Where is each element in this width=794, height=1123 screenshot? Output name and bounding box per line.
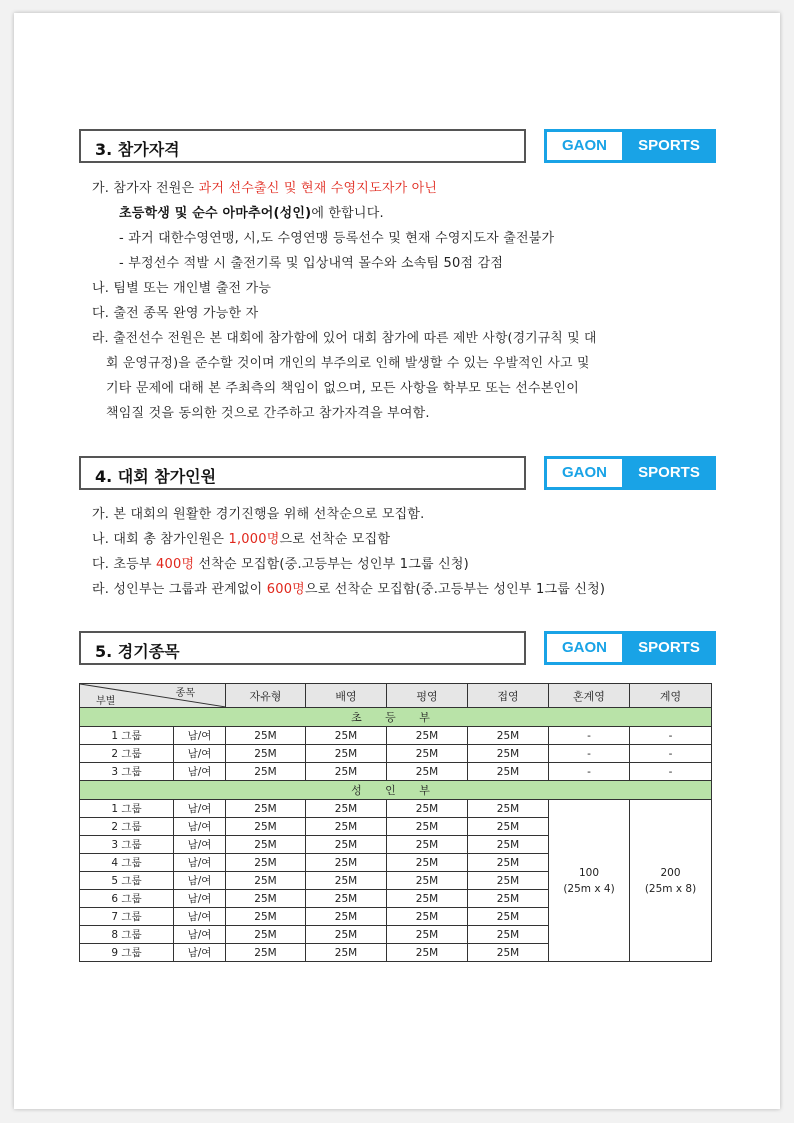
table-header-row (80, 684, 712, 708)
s4-line-3-highlight: 400명 (156, 557, 195, 572)
backstroke-cell: 25M (306, 763, 387, 781)
freestyle-cell: 25M (226, 890, 306, 908)
freestyle-cell: 25M (226, 745, 306, 763)
backstroke-cell: 25M (306, 872, 387, 890)
gender-cell: 남/여 (174, 745, 226, 763)
table-row (80, 800, 712, 818)
gender-cell: 남/여 (174, 944, 226, 962)
corner-label-event: 종목 (175, 688, 195, 699)
s3-line-6: 다. 출전 종목 완영 가능한 자 (92, 306, 259, 321)
elementary-division-label: 초 등 부 (80, 708, 712, 727)
medley-relay-merged-cell-distance: 100 (578, 866, 600, 879)
backstroke-cell: 25M (306, 836, 387, 854)
group-cell: 9 그룹 (80, 944, 174, 962)
medley-relay-merged-cell (549, 800, 630, 962)
freestyle-cell: 25M (226, 926, 306, 944)
s4-line-3-rest: 선착순 모집함(중.고등부는 성인부 1그룹 신청) (194, 557, 469, 572)
section-3-header (79, 129, 715, 163)
group-cell: 8 그룹 (80, 926, 174, 944)
brand-logo-gaon: GAON (547, 132, 622, 160)
backstroke-cell: 25M (306, 800, 387, 818)
s4-line-4-prefix: 라. 성인부는 그룹과 관계없이 (92, 582, 267, 597)
s3-line-1 (92, 177, 437, 196)
table-row (80, 727, 712, 745)
backstroke-cell: 25M (306, 745, 387, 763)
butterfly-cell: 25M (468, 854, 549, 872)
butterfly-cell: 25M (468, 890, 549, 908)
header-backstroke: 배영 (306, 684, 387, 708)
group-cell: 1 그룹 (80, 800, 174, 818)
s3-line-4: - 부정선수 적발 시 출전기록 및 입상내역 몰수와 소속팀 50점 감점 (119, 256, 504, 271)
brand-logo-sports: SPORTS (638, 137, 700, 154)
group-cell: 7 그룹 (80, 908, 174, 926)
medley-relay-merged-cell-detail: (25m x 4) (563, 882, 615, 895)
medley-relay-cell: - (549, 727, 630, 745)
events-table (79, 683, 712, 962)
header-freestyle: 자유형 (226, 684, 306, 708)
section-3-title: 3. 참가자격 (95, 140, 180, 159)
freestyle-cell: 25M (226, 818, 306, 836)
butterfly-cell: 25M (468, 727, 549, 745)
group-cell: 6 그룹 (80, 890, 174, 908)
section-4-title: 4. 대회 참가인원 (95, 467, 217, 486)
brand-logo (544, 631, 716, 665)
s4-line-4-highlight: 600명 (266, 582, 305, 597)
adult-division-label: 성 인 부 (80, 781, 712, 800)
s4-line-4 (92, 578, 605, 597)
table-row (80, 745, 712, 763)
adult-division-row (80, 781, 712, 800)
backstroke-cell: 25M (306, 926, 387, 944)
s3-line-5: 나. 팀별 또는 개인별 출전 가능 (92, 281, 272, 296)
brand-logo-sports: SPORTS (638, 464, 700, 481)
breaststroke-cell: 25M (387, 763, 468, 781)
butterfly-cell: 25M (468, 872, 549, 890)
table-row (80, 763, 712, 781)
s3-line-2-bold: 초등학생 및 순수 아마추어(성인) (119, 206, 312, 221)
butterfly-cell: 25M (468, 818, 549, 836)
s4-line-3 (92, 553, 469, 572)
breaststroke-cell: 25M (387, 818, 468, 836)
s4-line-2-highlight: 1,000명 (228, 532, 280, 547)
backstroke-cell: 25M (306, 908, 387, 926)
corner-header-cell (80, 684, 226, 708)
gender-cell: 남/여 (174, 890, 226, 908)
header-medley-relay: 혼계영 (549, 684, 630, 708)
elementary-division-row (80, 708, 712, 727)
section-title-box (79, 129, 526, 163)
breaststroke-cell: 25M (387, 890, 468, 908)
breaststroke-cell: 25M (387, 727, 468, 745)
butterfly-cell: 25M (468, 926, 549, 944)
gender-cell: 남/여 (174, 908, 226, 926)
backstroke-cell: 25M (306, 890, 387, 908)
header-butterfly: 접영 (468, 684, 549, 708)
butterfly-cell: 25M (468, 745, 549, 763)
breaststroke-cell: 25M (387, 872, 468, 890)
freestyle-cell: 25M (226, 763, 306, 781)
brand-logo (544, 456, 716, 490)
group-cell: 2 그룹 (80, 745, 174, 763)
group-cell: 3 그룹 (80, 836, 174, 854)
section-4-header (79, 456, 715, 490)
backstroke-cell: 25M (306, 727, 387, 745)
s4-line-2-rest: 으로 선착순 모집함 (279, 532, 391, 547)
section-5-title: 5. 경기종목 (95, 642, 180, 661)
header-free-relay: 계영 (630, 684, 712, 708)
s3-line-2-rest: 에 한합니다. (311, 206, 384, 221)
brand-logo-sports: SPORTS (638, 639, 700, 656)
brand-logo-gaon: GAON (547, 634, 622, 662)
gender-cell: 남/여 (174, 854, 226, 872)
butterfly-cell: 25M (468, 836, 549, 854)
header-breaststroke: 평영 (387, 684, 468, 708)
free-relay-merged-cell-detail: (25m x 8) (644, 882, 697, 895)
medley-relay-cell: - (549, 745, 630, 763)
freestyle-cell: 25M (226, 872, 306, 890)
s3-line-9: 기타 문제에 대해 본 주최측의 책임이 없으며, 모든 사항을 학부모 또는 선수본인이 (106, 381, 580, 396)
freestyle-cell: 25M (226, 854, 306, 872)
gender-cell: 남/여 (174, 727, 226, 745)
section-5-header (79, 631, 715, 665)
gender-cell: 남/여 (174, 800, 226, 818)
butterfly-cell: 25M (468, 908, 549, 926)
free-relay-merged-cell-distance: 200 (660, 866, 681, 879)
freestyle-cell: 25M (226, 727, 306, 745)
s3-line-2 (119, 202, 384, 221)
breaststroke-cell: 25M (387, 800, 468, 818)
breaststroke-cell: 25M (387, 908, 468, 926)
butterfly-cell: 25M (468, 800, 549, 818)
s4-line-4-rest: 으로 선착순 모집함(중.고등부는 성인부 1그룹 신청) (304, 582, 606, 597)
s4-line-2 (92, 528, 390, 547)
breaststroke-cell: 25M (387, 926, 468, 944)
s3-line-1-prefix: 가. 참가자 전원은 (92, 181, 199, 196)
free-relay-cell: - (630, 745, 712, 763)
breaststroke-cell: 25M (387, 854, 468, 872)
gender-cell: 남/여 (174, 926, 226, 944)
gender-cell: 남/여 (174, 763, 226, 781)
breaststroke-cell: 25M (387, 944, 468, 962)
s4-line-3-prefix: 다. 초등부 (92, 557, 157, 572)
s3-line-1-highlight: 과거 선수출신 및 현재 수영지도자가 아닌 (198, 181, 438, 196)
s4-line-2-prefix: 나. 대회 총 참가인원은 (92, 532, 229, 547)
s3-line-10: 책임질 것을 동의한 것으로 간주하고 참가자격을 부여함. (106, 406, 430, 421)
freestyle-cell: 25M (226, 800, 306, 818)
breaststroke-cell: 25M (387, 836, 468, 854)
free-relay-cell: - (630, 763, 712, 781)
freestyle-cell: 25M (226, 908, 306, 926)
free-relay-merged-cell (630, 800, 712, 962)
backstroke-cell: 25M (306, 854, 387, 872)
medley-relay-cell: - (549, 763, 630, 781)
backstroke-cell: 25M (306, 818, 387, 836)
group-cell: 4 그룹 (80, 854, 174, 872)
s3-line-3: - 과거 대한수영연맹, 시,도 수영연맹 등록선수 및 현재 수영지도자 출전불가 (119, 231, 555, 246)
section-title-box (79, 631, 526, 665)
s4-line-1: 가. 본 대회의 원활한 경기진행을 위해 선착순으로 모집함. (92, 507, 425, 522)
group-cell: 1 그룹 (80, 727, 174, 745)
group-cell: 2 그룹 (80, 818, 174, 836)
butterfly-cell: 25M (468, 763, 549, 781)
free-relay-cell: - (630, 727, 712, 745)
freestyle-cell: 25M (226, 944, 306, 962)
breaststroke-cell: 25M (387, 745, 468, 763)
gender-cell: 남/여 (174, 818, 226, 836)
corner-label-division: 부별 (96, 696, 116, 707)
freestyle-cell: 25M (226, 836, 306, 854)
gender-cell: 남/여 (174, 872, 226, 890)
gender-cell: 남/여 (174, 836, 226, 854)
group-cell: 3 그룹 (80, 763, 174, 781)
s3-line-8: 회 운영규정)을 준수할 것이며 개인의 부주의로 인해 발생할 수 있는 우발적인 사고 및 (106, 356, 590, 371)
section-title-box (79, 456, 526, 490)
butterfly-cell: 25M (468, 944, 549, 962)
backstroke-cell: 25M (306, 944, 387, 962)
brand-logo-gaon: GAON (547, 459, 622, 487)
s3-line-7: 라. 출전선수 전원은 본 대회에 참가함에 있어 대회 참가에 따른 제반 사항(경기규칙 및 대 (92, 331, 597, 346)
brand-logo (544, 129, 716, 163)
group-cell: 5 그룹 (80, 872, 174, 890)
